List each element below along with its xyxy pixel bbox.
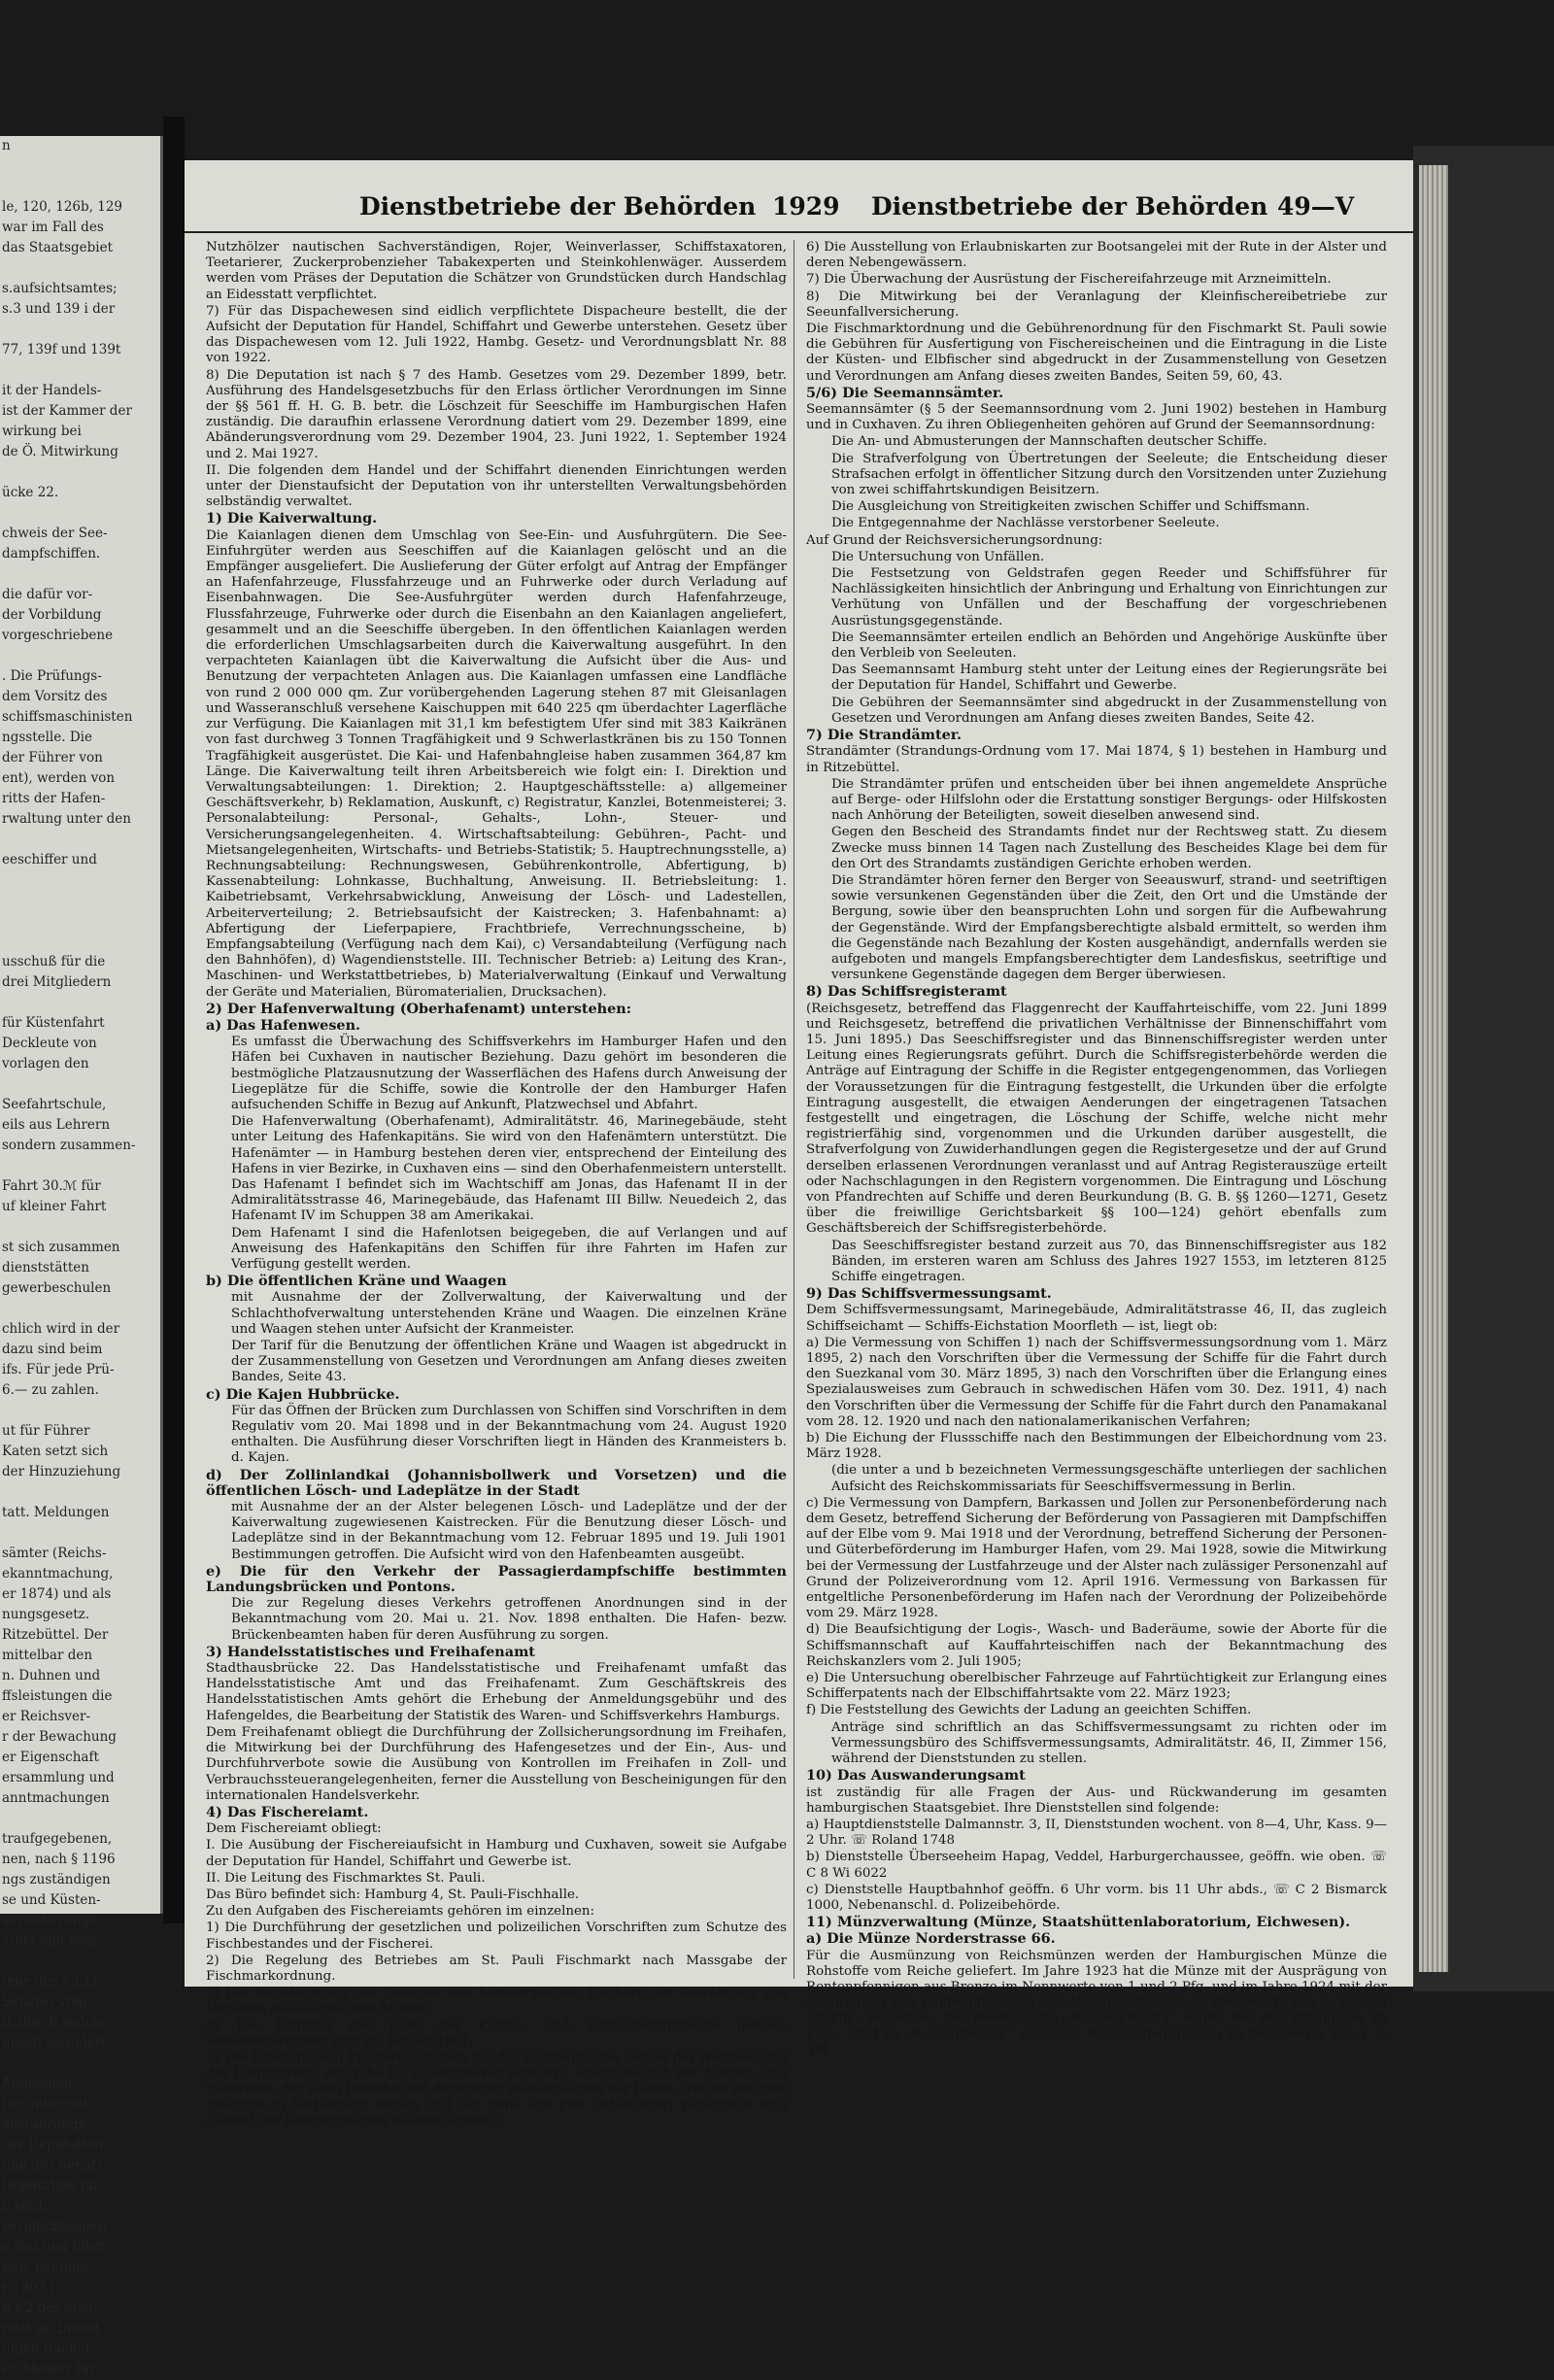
facing-page-line: sämter (Reichs-	[2, 1546, 107, 1561]
facing-page-line: usschuß für die	[2, 954, 106, 969]
facing-page-line: Angelegen-	[2, 2076, 78, 2091]
facing-page-line: der Vorbildung	[2, 607, 102, 623]
facing-page-line: s.3 und 139 i der	[2, 301, 116, 317]
paragraph: Die Ausgleichung von Streitigkeiten zwischen Schiffer und Schiffsmann.	[831, 499, 1310, 515]
facing-page-line	[0, 320, 160, 340]
facing-page-line: ung des Senats	[2, 2158, 104, 2173]
facing-page-line: e fest und führt	[2, 2239, 106, 2255]
facing-page-line: ngsstelle. Die	[2, 730, 92, 745]
paragraph: 5) Die Erteilung von Fischereischeinen für das hamburgische Gebiet der Nordsee und des Hauptstroms der Elbe bis Zollenspieker aufwärts, einschliesslich der Norder- und Süderelbe, der alten Dovelbe und derjenigen Wasserflächen der Häfen, welche mit dem Elbstrom in Verbindung stehen und der Ebbe und Flut unbehindert zugänglich sind (Gebiet der hamburgischen Küstenfischerei).	[206, 2050, 787, 2128]
paragraph: d) Die Beaufsichtigung der Logis-, Wasch- und Baderäume, sowie der Aborte für die Schiffsmannschaft auf Kauffahrteischiffen nach der Bekanntmachung des Reichskanzlers vom 2. Juli 1905;	[806, 1622, 1387, 1669]
facing-page-line: dazu sind beim	[2, 1342, 103, 1357]
header-right-title: Dienstbetriebe der Behörden	[871, 192, 1268, 221]
paragraph: 7) Die Überwachung der Ausrüstung der Fischereifahrzeuge mit Arzneimitteln.	[806, 272, 1332, 288]
facing-page-line: eeschiffer und	[2, 852, 97, 867]
section-heading: 7) Die Strandämter.	[806, 727, 963, 744]
facing-page-line: ut für Führer	[2, 1423, 90, 1439]
facing-page-line	[0, 1074, 160, 1095]
section-heading: 11) Münzverwaltung (Münze, Staatshüttenlaboratorium, Eichwesen).	[806, 1914, 1351, 1931]
facing-page-line	[0, 1809, 160, 1829]
facing-page-line	[0, 993, 160, 1013]
paragraph: II. Die folgenden dem Handel und der Schiffahrt dienenden Einrichtungen werden unter der Dienstaufsicht der Deputation von ihr unterstellten Verwaltungsbehörden selbständig verwaltet.	[206, 462, 787, 510]
section-heading: e) Die für den Verkehr der Passagierdampfschiffe bestimmten Landungsbrücken und Pontons.	[206, 1562, 787, 1596]
paragraph: 8) Die Mitwirkung bei der Veranlagung der Kleinfischereibetriebe zur Seeunfallversicherung.	[806, 289, 1387, 320]
paragraph: mit Ausnahme der an der Alster belegenen Lösch- und Ladeplätze und der der Kaiverwaltung zugewiesenen Kaistrecken. Für die Benutzung dieser Lösch- und Ladeplätze sind in der Bekanntmachung vom 12. Februar 1895 und 19. Juli 1901 Bestimmungen getroffen. Die Aufsicht wird von den Hafenbeamten ausgeübt.	[231, 1500, 787, 1562]
paragraph: Strandämter (Strandungs-Ordnung vom 17. Mai 1874, § 1) bestehen in Hamburg und in Ritzebüttel.	[806, 744, 1387, 775]
facing-page-line: dampfschiffen.	[2, 546, 101, 561]
facing-page-line: inne des § 133	[2, 1974, 98, 1989]
facing-page-line: ifs. Für jede Prü-	[2, 1362, 115, 1377]
facing-page-line: eils aus Lehrern	[2, 1117, 111, 1133]
facing-page-line: drei Mitgliedern	[2, 974, 112, 990]
facing-page-line: 77, 139f und 139t	[2, 342, 121, 357]
facing-page-line: gezeit geändert	[2, 2035, 107, 2051]
facing-page-line: se und Küsten-	[2, 1892, 101, 1908]
facing-page-line: n sind.	[2, 2198, 47, 2214]
paragraph: ist zuständig für alle Fragen der Aus- und Rückwanderung im gesamten hamburgischen Staatsgebiet. Ihre Dienststellen sind folgende:	[806, 1785, 1387, 1816]
paragraph: II. Die Leitung des Fischmarktes St. Pauli.	[206, 1870, 486, 1886]
facing-page-line	[0, 830, 160, 850]
header-year: 1929	[772, 192, 840, 221]
paragraph: mit Ausnahme der der Zollverwaltung, der Kaiverwaltung und der Schlachthofverwaltung unterstehenden Kräne und Waagen. Die einzelnen Kräne und Waagen stehen unter Aufsicht der Kranmeister.	[231, 1290, 787, 1337]
facing-page-line: ngs zuständigen	[2, 1872, 111, 1887]
facing-page-line: n § 2 des eben-	[2, 2300, 102, 2316]
paragraph: Dem Freihafenamt obliegt die Durchführung der Zollsicherungsordnung im Freihafen, die Mitwirkung bei der Durchführung des Hafengesetzes und der Ein-, Aus- und Durchfuhrverbote sowie die Ausübung von Kontrollen im Freihafen in Zoll- und Verbrauchssteuerangelegenheiten, ferner die Ausstellung von Bescheinigungen für den internationalen Handelsverkehr.	[206, 1724, 787, 1803]
facing-page-line	[0, 1952, 160, 1972]
paragraph: 6) Die Ausstellung von Erlaubniskarten zur Bootsangelei mit der Rute in der Alster und deren Nebengewässern.	[806, 240, 1387, 271]
facing-page-line: nde, beidigte	[2, 2260, 89, 2275]
facing-page-line: n, durch welche	[2, 2015, 109, 2030]
facing-page-line: Fahrt 30.ℳ für	[2, 1178, 101, 1194]
facing-page-line: nungsgesetz.	[2, 1607, 90, 1622]
facing-page-line: lne unter ent-	[2, 2096, 93, 2112]
facing-page-line: nen, nach § 1196	[2, 1852, 116, 1867]
section-heading: 10) Das Auswanderungsamt	[806, 1767, 1026, 1785]
facing-page-line: er Reichsver-	[2, 1709, 91, 1724]
facing-page-line: tatt. Meldungen	[2, 1505, 110, 1520]
paragraph: 2) Die Regelung des Betriebes am St. Pauli Fischmarkt nach Massgabe der Fischmarkordnung.	[206, 1953, 787, 1984]
section-heading: 4) Das Fischereiamt.	[206, 1803, 369, 1820]
section-heading: 2) Der Hafenverwaltung (Oberhafenamt) unterstehen:	[206, 1000, 632, 1017]
section-heading: b) Die öffentlichen Kräne und Waagen	[206, 1273, 507, 1290]
facing-page-line	[0, 1401, 160, 1421]
document-page	[185, 160, 1413, 2128]
paragraph: 1) Die Durchführung der gesetzlichen und polizeilichen Vorschriften zum Schutze des Fischbestandes und der Fischerei.	[206, 1921, 787, 1952]
facing-page-line	[0, 156, 160, 177]
facing-page-line	[0, 1299, 160, 1319]
facing-page-line	[0, 462, 160, 483]
facing-page-line: ausführungs-	[2, 2117, 90, 2132]
paragraph: Dem Schiffsvermessungsamt, Marinegebäude, Admiralitätstrasse 46, II, das zugleich Schiffseichamt — Schiffs-Eichstation Moorfleth — ist, liegt ob:	[806, 1303, 1387, 1334]
facing-page-line: versicherungs-	[2, 1913, 101, 1928]
facing-page-line: das Staatsgebiet	[2, 240, 114, 255]
paragraph: Für das Öffnen der Brücken zum Durchlassen von Schiffen sind Vorschriften in dem Regulativ vom 20. Mai 1898 und in der Bekanntmachung vom 24. August 1920 enthalten. Die Ausführung dieser Vorschriften liegt in Händen des Kranmeisters b. d. Kajen.	[231, 1403, 787, 1466]
header-left-title: Dienstbetriebe der Behörden	[359, 192, 757, 221]
paragraph: Die Strandämter hören ferner den Berger von Seeauswurf, strand- und seetriftigen sowie versunkenen Gegenständen über die Zeit, den Ort und die Umstände der Bergung, sowie über den beanspruchten Lohn und sorgen für die Aufbewahrung der Gegenstände. Wird der Empfangsberechtigte alsbald ermittelt, so werden ihm die Gegenstände nach Bezahlung der Kosten ausgehändigt, andernfalls werden sie aufgeboten und mangels Empfangsberechtigter dem Landesfiskus, seetriftige und versunkene Gegenstände dagegen dem Berger überwiesen.	[831, 872, 1387, 983]
facing-page-line: st sich zusammen	[2, 1240, 120, 1255]
facing-page-line: Seefahrtschule,	[2, 1097, 107, 1112]
facing-page-line: chlich wird in der	[2, 1321, 120, 1337]
facing-page-line	[0, 891, 160, 911]
facing-page-line: rwaltung unter den	[2, 811, 131, 827]
paragraph: Das Seemannsamt Hamburg steht unter der Leitung eines der Regierungsräte bei der Deputation für Handel, Schiffahrt und Gewerbe.	[831, 663, 1387, 694]
facing-page-line: der Deputation	[2, 2137, 103, 2153]
facing-page-line: ndet im Dienst	[2, 2321, 100, 2336]
paragraph: Anträge sind schriftlich an das Schiffsvermessungsamt zu richten oder im Vermessungsbüro des Schiffsvermessungsamts, Admiralitätstr. 46, II, Zimmer 156, während der Dienststunden zu stellen.	[831, 1719, 1387, 1767]
section-heading: a) Die Münze Norderstrasse 66.	[806, 1930, 1056, 1948]
paragraph: 8) Die Deputation ist nach § 7 des Hamb. Gesetzes vom 29. Dezember 1899, betr. Ausführung des Handelsgesetzbuchs für den Erlass örtlicher Verordnungen im Sinne der §§ 561 ff. H. G. B. betr. die Löschzeit für Seeschiffe im Hamburgischen Hafen zuständig. Die daraufhin erlassene Verordnung datiert vom 29. Dezember 1899, eine Abänderungsverordnung vom 29. Dezember 1904, 23. Juni 1922, 1. September 1924 und 2. Mai 1927.	[206, 367, 787, 461]
paragraph: Seemannsämter (§ 5 der Seemannsordnung vom 2. Juni 1902) bestehen in Hamburg und in Cuxhaven. Zu ihren Obliegenheiten gehören auf Grund der Seemannsordnung:	[806, 402, 1387, 433]
paragraph: Die Hafenverwaltung (Oberhafenamt), Admiralitätstr. 46, Marinegebäude, steht unter Leitung des Hafenkapitäns. Sie wird von den Hafenämtern unterstützt. Die Hafenämter — in Hamburg bestehen deren vier, entsprechend der Einteilung des Hafens in vier Bezirke, in Cuxhaven eins — sind den Oberhafenmeistern unterstellt. Das Hafenamt I befindet sich im Wachtschiff am Jonas, das Hafenamt II in der Admiralitätsstrasse 46, Marinegebäude, das Hafenamt III Billw. Neuedeich 2, das Hafenamt IV im Schuppen 38 am Amerikakai.	[231, 1114, 787, 1224]
paragraph: c) Die Vermessung von Dampfern, Barkassen und Jollen zur Personenbeförderung nach dem Gesetz, betreffend Sicherung der Beförderung von Passagieren mit Dampfschiffen auf der Elbe vom 9. Mai 1918 und der Verordnung, betreffend Sicherung der Personen- und Güterbeförderung im Hamburger Hafen, vom 29. Mai 1928, sowie die Mitwirkung bei der Vermessung der Lustfahrzeuge und der Alster nach zulässiger Personenzahl auf Grund der Polizeiverordnung vom 12. April 1916. Vermessung von Barkassen für entgeltliche Personenbeförderung im Hafen nach der Verordnung der Polizeibehörde vom 29. März 1928.	[806, 1495, 1387, 1621]
facing-page-line: vorgeschriebene	[2, 628, 114, 643]
paragraph: (Reichsgesetz, betreffend das Flaggenrecht der Kauffahrteischiffe, vom 22. Juni 1899 und Reichsgesetz, betreffend die privatlichen Verhältnisse der Binnenschiffahrt vom 15. Juni 1895.) Das Seeschiffsregister und das Binnenschiffsregister werden unter Leitung eines Regierungsrats geführt. Durch die Schiffsregisterbehörde werden die Anträge auf Eintragung der Schiffe in die Register entgegengenommen, das Vorliegen der Voraussetzungen für die Eintragung festgestellt, die Urkunden über die erfolgte Eintragung ausgestellt, die etwaigen Aenderungen der eingetragenen Tatsachen festgestellt und eingetragen, die Löschung der Schiffe, welche nicht mehr registrierfähig sind, vorgenommen und die Urkunden darüber ausgestellt, die Strafverfolgung von Zuwiderhandlungen gegen die Registergesetze und der auf Grund derselben erlassenen Verordnungen veranlasst und auf Antrag Registerauszüge erteilt oder Nachschlagungen in den Registern vorgenommen. Die Eintragung und Löschung von Pfandrechten auf Schiffe und deren Beurkundung (B. G. B. §§ 1260—1271, Gesetz über die freiwillige Gerichtsbarkeit §§ 100—124) gehört ebenfalls zum Geschäftsbereich der Schiffsregisterbehörde.	[806, 1001, 1387, 1237]
paragraph: Die Kaianlagen dienen dem Umschlag von See-Ein- und Ausfuhrgütern. Die See-Einfuhrgüter werden aus Seeschiffen auf die Kaianlagen gelöscht und an die Empfänger ausgeliefert. Die Auslieferung der Güter erfolgt auf Antrag der Empfänger an Hafenfahrzeuge, Flussfahrzeuge und an Fuhrwerke oder durch Verladung auf Eisenbahnwagen. Die See-Ausfuhrgüter werden durch Hafenfahrzeuge, Flussfahrzeuge, Fuhrwerke oder durch die Eisenbahn an den Kaianlagen angeliefert, gesammelt und an die Seeschiffe übergeben. In den öffentlichen Kaianlagen werden die erforderlichen Umschlagsarbeiten durch die Kaiverwaltung ausgeführt. In den verpachteten Kaianlagen übt die Kaiverwaltung die Aufsicht über die Aus- und Benutzung der verpachteten Anlagen aus. Die Kaianlagen umfassen eine Landfläche von rund 2 000 000 qm. Zur vorübergehenden Lagerung stehen 87 mit Gleisanlagen und Wasseranschluß versehene Kaischuppen mit 640 225 qm überdachter Lagerfläche zur Verfügung. Die Kaianlagen mit 31,1 km befestigtem Ufer sind mit 383 Kaikränen von fast durchweg 3 Tonnen Tragfähigkeit und 9 Schwerlastkränen bis zu 150 Tonnen Tragfähigkeit ausgerüstet. Die Kai- und Hafenbahngleise haben zusammen 364,87 km Länge. Die Kaiverwaltung teilt ihren Arbeitsbereich wie folgt ein: I. Direktion und Verwaltungsabteilungen: 1. Direktion; 2. Hauptgeschäftsstelle: a) allgemeiner Geschäftsverkehr, b) Reklamation, Auskunft, c) Registratur, Kanzlei, Botenmeisterei; 3. Personalabteilung: Personal-, Gehalts-, Lohn-, Steuer- und Versicherungsangelegenheiten. 4. Wirtschaftsabteilung: Gebühren-, Pacht- und Mietsangelegenheiten, Wirtschafts- und Betriebs-Statistik; 5. Hauptrechnungsstelle, a) Rechnungsabteilung: Rechnungswesen, Gebührenkontrolle, Abfertigung, b) Kassenabteilung: Lohnkasse, Buchhaltung, Anweisung. II. Betriebsleitung: 1. Kaibetriebsamt, Verkehrsabwicklung, Anweisung der Lösch- und Ladestellen, Arbeiterverteilung; 2. Betriebsaufsicht der Kaistrecken; 3. Hafenbahnamt: a) Abfertigung der Lieferpapiere, Frachtbriefe, Verrechnungsscheine, b) Empfangsabteilung (Verfügung nach dem Kai), c) Versandabteilung (Verfügung nach den Bahnhöfen), d) Wagendienststelle. III. Technischer Betrieb: a) Leitung des Kran-, Maschinen- und Werkstattbetriebes, b) Materialverwaltung (Einkauf und Verwaltung der Geräte und Materialien, Büromaterialien, Drucksachen).	[206, 527, 787, 1000]
paragraph: c) Dienststelle Hauptbahnhof geöffn. 6 Uhr vorm. bis 11 Uhr abds., ☏ C 2 Bismarck 1000, Nebenanschl. d. Polizeibehörde.	[806, 1882, 1387, 1913]
paragraph: b) Die Eichung der Flussschiffe nach den Bestimmungen der Elbeichordnung vom 23. März 1928.	[806, 1431, 1387, 1462]
facing-page-line	[0, 564, 160, 585]
facing-page-line: le, 120, 126b, 129	[2, 199, 122, 215]
facing-page-line: der Führer von	[2, 750, 103, 765]
section-heading: 9) Das Schiffsvermessungsamt.	[806, 1285, 1052, 1303]
facing-page-line: sondern zusammen-	[2, 1138, 136, 1153]
facing-page-line: n. Duhnen und	[2, 1668, 101, 1683]
facing-page-line: uf kleiner Fahrt	[2, 1199, 107, 1214]
paragraph: Die Strafverfolgung von Übertretungen der Seeleute; die Entscheidung dieser Strafsachen erfolgt in öffentlicher Sitzung durch den Vorsitzenden unter Zuziehung von zwei schiffahrtskundigen Beisitzern.	[831, 451, 1387, 498]
facing-page-strip	[0, 136, 163, 2377]
facing-page-line: ent), werden von	[2, 770, 116, 786]
facing-page-line: de Ö. Mitwirkung	[2, 444, 118, 459]
facing-page-line: Deckleute von	[2, 1036, 97, 1051]
facing-page-line	[0, 932, 160, 952]
paragraph: Die Fischmarktordnung und die Gebührenordnung für den Fischmarkt St. Pauli sowie die Gebühren für Ausfertigung von Fischereischeinen und die Eintragung in die Liste der Küsten- und Elbfischer sind abgedruckt in der Zusammenstellung von Gesetzen und Verordnungen am Anfang dieses zweiten Bandes, Seiten 59, 60, 43.	[806, 322, 1387, 384]
facing-page-line: er, Messer für	[2, 2362, 96, 2377]
facing-page-line: ffsleistungen die	[2, 1688, 113, 1704]
facing-page-line: 1903 und vom	[2, 1933, 97, 1949]
facing-page-line	[0, 503, 160, 524]
paragraph: Die zur Regelung dieses Verkehrs getroffenen Anordnungen sind in der Bekanntmachung vom 20. Mai u. 21. Nov. 1898 enthalten. Die Hafen- bezw. Brückenbeamten haben für deren Ausführung zu sorgen.	[231, 1596, 787, 1643]
paragraph: Stadthausbrücke 22. Das Handelsstatistische und Freihafenamt umfaßt das Handelsstatistische Amt und das Freihafenamt. Zum Geschäftskreis des Handelsstatistischen Amts gehört die Erhebung der Anmeldungsgebühr und des Hafengeldes, die Bearbeitung der Statistik des Waren- und Schiffsverkehrs Hamburgs.	[206, 1661, 787, 1723]
facing-page-line: Katen setzt sich	[2, 1444, 109, 1459]
section-heading: 3) Handelsstatistisches und Freihafenamt	[206, 1643, 535, 1660]
paragraph: Für die Ausmünzung von Reichsmünzen werden der Hamburgischen Münze die Rohstoffe vom Reiche geliefert. Im Jahre 1923 hat die Münze mit der Ausprägung von Rentenpfennigen aus Bronze im Nennwerte von 1 und 2 Pfg. und im Jahre 1924 mit der Ausprägung von Rentenpfennigen aus Aluminiumbronze im Nennwerte von 5, 10 und 50 Pfg., begonnen. Die Bezeichnung „Rentenpfennig“ wurde bei den Prägungen ab Ende 1924 in „Reichspfennig“ geändert. Reichssilbermünzen im Nennwerte von 1 u. 3M.	[806, 1948, 1387, 2057]
right-column	[806, 240, 1387, 2057]
paragraph: b) Dienststelle Überseeheim Hapag, Veddel, Harburgerchaussee, geöffn. wie oben. ☏ C 8 Wi 6022	[806, 1850, 1387, 1881]
facing-page-line: digen Bucher-	[2, 2341, 96, 2357]
facing-page-line	[0, 870, 160, 891]
book-gutter	[163, 117, 185, 1923]
facing-page-line: ist der Kammer der	[2, 403, 132, 419]
paragraph: I. Die Ausübung der Fischereiaufsicht in Hamburg und Cuxhaven, soweit sie Aufgabe der Deputation für Handel, Schiffahrt und Gewerbe ist.	[206, 1838, 787, 1869]
facing-page-line: r der Bewachung	[2, 1729, 117, 1745]
section-heading: a) Das Hafenwesen.	[206, 1016, 361, 1034]
facing-page-line: 6.— zu zahlen.	[2, 1382, 99, 1398]
paragraph: Die Entgegennahme der Nachlässe verstorbener Seeleute.	[831, 516, 1220, 531]
paragraph: Auf Grund der Reichsversicherungsordnung:	[806, 532, 1103, 548]
facing-page-line: schiffsmaschinisten	[2, 709, 133, 725]
section-heading: d) Der Zollinlandkai (Johannisbollwerk und Vorsetzen) und die öffentlichen Lösch- und Ladeplätze in der Stadt	[206, 1466, 787, 1499]
facing-page-line	[0, 1523, 160, 1544]
facing-page-line	[0, 2054, 160, 2074]
facing-page-line: dem Vorsitz des	[2, 689, 108, 704]
paragraph: a) Hauptdienststelle Dalmannstr. 3, II, Dienststunden wochent. von 8—4, Uhr, Kass. 9—2 Uhr. ☏ Roland 1748	[806, 1817, 1387, 1849]
section-heading: 5/6) Die Seemannsämter.	[806, 384, 1004, 401]
facing-page-line: it der Handels-	[2, 383, 102, 398]
facing-page-line: dienststätten	[2, 1260, 89, 1275]
paragraph: Nutzhölzer nautischen Sachverständigen, Rojer, Weinverlasser, Schiffstaxatoren, Teetarierer, Zuckerprobenzieher Tabakexperten und Steinkohlenwäger. Ausserdem werden vom Präses der Deputation die Schätzer von Grundstücken durch Handschlag an Eidesstatt verpflichtet.	[206, 240, 787, 302]
paragraph: (die unter a und b bezeichneten Vermessungsgeschäfte unterliegen der sachlichen Aufsicht des Reichskommissariats für Seeschiffsvermessung in Berlin.	[831, 1463, 1387, 1494]
paragraph: Dem Fischereiamt obliegt:	[206, 1821, 382, 1837]
facing-page-line: Deputation für	[2, 2178, 100, 2193]
facing-page-line: der Hinzuziehung	[2, 1464, 121, 1479]
facing-page-line: Senates vom	[2, 1994, 87, 2010]
paragraph: 3) Die Begutachtung der Gesuche von hamburgischen Fischern um Gewährung von Darlehen aus öffentlichen Mitteln.	[206, 1986, 787, 2017]
paragraph: Gegen den Bescheid des Strandamts findet nur der Rechtsweg statt. Zu diesem Zwecke muss binnen 14 Tagen nach Zustellung des Bescheides Klage bei dem für den Ort des Strandamts zuständigen Gerichte erhoben werden.	[831, 825, 1387, 871]
facing-page-line	[0, 646, 160, 666]
facing-page-line: r 1907.)	[2, 2280, 55, 2295]
section-heading: 1) Die Kaiverwaltung.	[206, 510, 378, 527]
paragraph: Die Festsetzung von Geldstrafen gegen Reeder und Schiffsführer für Nachlässigkeiten hinsichtlich der Anbringung und Erhaltung von Einrichtungen zur Verhütung von Unfällen und der Beschaffung der vorgeschriebenen Ausrüstungsgegenstände.	[831, 566, 1387, 629]
facing-page-line	[0, 360, 160, 381]
facing-page-line: anntmachungen	[2, 1790, 110, 1806]
paragraph: 7) Für das Dispachewesen sind eidlich verpflichtete Dispacheure bestellt, die der Aufsicht der Deputation für Handel, Schiffahrt und Gewerbe unterstehen. Gesetz über das Dispachewesen vom 12. Juli 1922, Hambg. Gesetz- und Verordnungsblatt Nr. 88 von 1922.	[206, 303, 787, 366]
section-heading: c) Die Kajen Hubbrücke.	[206, 1385, 400, 1403]
facing-page-line: chweis der See-	[2, 526, 108, 541]
facing-page-line: er Eigenschaft	[2, 1750, 99, 1765]
paragraph: Die Strandämter prüfen und entscheiden über bei ihnen angemeldete Ansprüche auf Berge- oder Hilfslohn oder die Erstattung sonstiger Bergungs- oder Hilfskosten nach Anhörung der Beteiligten, soweit dieselben anwesend sind.	[831, 776, 1387, 824]
facing-page-line: . Die Prüfungs-	[2, 668, 102, 684]
paragraph: Zu den Aufgaben des Fischereiamts gehören im einzelnen:	[206, 1904, 595, 1920]
paragraph: 4) Die Führung der Liste der Küsten- und Elbfischerfahrzeuge gemäss Senatsverordnung vom 25. Januar 1901.	[206, 2018, 787, 2049]
paragraph: Die Untersuchung von Unfällen.	[831, 549, 1045, 564]
facing-page-line: für Küstenfahrt	[2, 1015, 105, 1031]
facing-page-line	[0, 1482, 160, 1503]
paragraph: a) Die Vermessung von Schiffen 1) nach der Schiffsvermessungsordnung vom 1. März 1895, 2) nach den Vorschriften über die Vermessung der Schiffe für die Fahrt durch den Suezkanal vom 30. März 1895, 3) nach den Vorschriften über die Erlangung eines Spezialausweises zum Gebrauch in schwedischen Häfen vom 30. Dez. 1911, 4) nach den Vorschriften über die Vermessung der Schiffe für die Fahrt durch den Panamakanal vom 28. 12. 1920 und nach den nationalamerikanischen Verfahren;	[806, 1335, 1387, 1429]
page-stack-edge	[1419, 165, 1448, 1972]
facing-page-line: mittelbar den	[2, 1648, 93, 1663]
book-edge	[1413, 146, 1554, 1991]
paragraph: Die Seemannsämter erteilen endlich an Behörden und Angehörige Auskünfte über den Verbleib von Seeleuten.	[831, 629, 1387, 662]
facing-page-line	[0, 1217, 160, 1238]
paragraph: f) Die Feststellung des Gewichts der Ladung an geeichten Schiffen.	[806, 1703, 1252, 1718]
page-header	[185, 185, 1413, 233]
facing-page-line: ekanntmachung,	[2, 1566, 114, 1581]
facing-page-line: Ritzebüttel. Der	[2, 1627, 109, 1643]
facing-page-line: n	[2, 138, 11, 153]
facing-page-line: ersammlung und	[2, 1770, 115, 1785]
section-heading: 8) Das Schiffsregisteramt	[806, 983, 1007, 1001]
paragraph: Das Seeschiffsregister bestand zurzeit aus 70, das Binnenschiffsregister aus 182 Bänden, im ersteren waren am Schluss des Jahres 1927 1553, im letzteren 8125 Schiffe eingetragen.	[831, 1238, 1387, 1284]
facing-page-line: er 1874) und als	[2, 1586, 112, 1602]
paragraph: Der Tarif für die Benutzung der öffentlichen Kräne und Waagen ist abgedruckt in der Zusammenstellung von Gesetzen und Verordnungen am Anfang dieses zweiten Bandes, Seite 43.	[231, 1339, 787, 1385]
paragraph: Die An- und Abmusterungen der Mannschaften deutscher Schiffe.	[831, 434, 1267, 450]
facing-page-line: war im Fall des	[2, 220, 104, 235]
facing-page-line: verpflichtenden	[2, 2219, 107, 2234]
facing-page-line	[0, 1156, 160, 1176]
facing-page-line: die dafür vor-	[2, 587, 93, 602]
paragraph: e) Die Untersuchung oberelbischer Fahrzeuge auf Fahrtüchtigkeit zur Erlangung eines Schifferpatents nach der Elbschiffahrtsakte vom 22. März 1923;	[806, 1671, 1387, 1702]
facing-page-line: s.aufsichtsamtes;	[2, 281, 118, 296]
paragraph: Die Gebühren der Seemannsämter sind abgedruckt in der Zusammenstellung von Gesetzen und Verordnungen am Anfang dieses zweiten Bandes, Seite 42.	[831, 695, 1387, 726]
facing-page-line: vorlagen den	[2, 1056, 89, 1071]
facing-page-line	[0, 177, 160, 197]
paragraph: Es umfasst die Überwachung des Schiffsverkehrs im Hamburger Hafen und den Häfen bei Cuxhaven in nautischer Beziehung. Dazu gehört im besonderen die bestmögliche Platzausnutzung der Wasserflächen des Hafens durch Anweisung der Liegeplätze für die Schiffe, sowie die Kontrolle der den Hamburger Hafen aufsuchenden Schiffe in Bezug auf Ankunft, Platzwechsel und Abfahrt.	[231, 1035, 787, 1112]
facing-page-line: traufgegebenen,	[2, 1831, 113, 1847]
facing-page-line: gewerbeschulen	[2, 1280, 112, 1296]
left-column	[206, 240, 787, 2128]
paragraph: Dem Hafenamt I sind die Hafenlotsen beigegeben, die auf Verlangen und auf Anweisung des Hafenkapitäns den Schiffen für ihre Fahrten im Hafen zur Verfügung gestellt werden.	[231, 1225, 787, 1272]
facing-page-line: wirkung bei	[2, 424, 82, 439]
facing-page-line	[0, 911, 160, 932]
facing-page-line: ritts der Hafen-	[2, 791, 106, 806]
facing-page-line	[0, 258, 160, 279]
paragraph: Das Büro befindet sich: Hamburg 4, St. Pauli-Fischhalle.	[206, 1887, 580, 1902]
facing-page-line: ücke 22.	[2, 485, 59, 500]
page-number: 49—V	[1277, 192, 1355, 221]
